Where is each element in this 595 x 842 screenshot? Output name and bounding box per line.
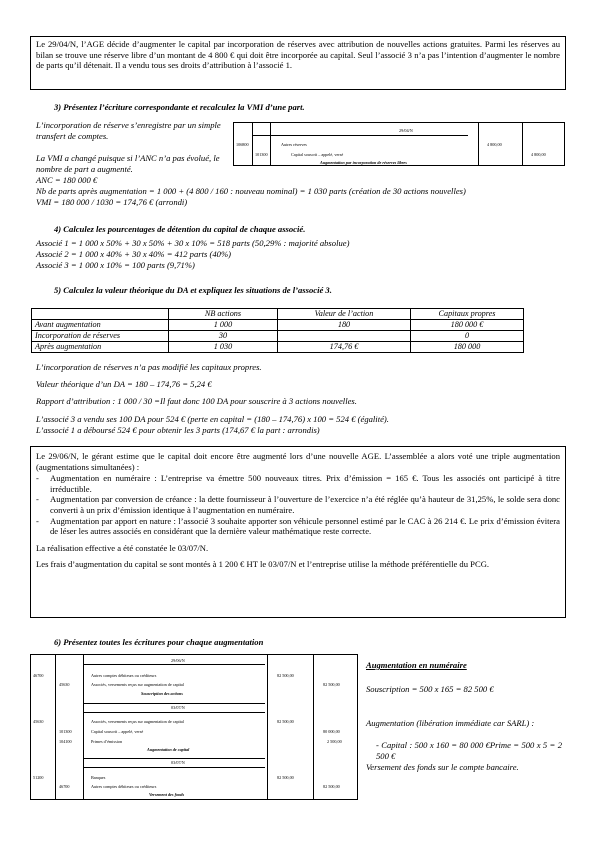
box2-bullet-1: - Augmentation en numéraire : L’entreprise va émettre 500 nouveaux titres. Prix d’émission = 165 €. Tous les associés ont participé à titre irréductible. (36, 473, 560, 494)
box2-b3: Augmentation par apport en nature : l’associé 3 souhaite apporter son véhicule personnel estimé par le CAC à 26 214 €. Le prix d’émission évitera de léser les autres associés en considérant que la dernière valeur mathématique reste correcte. (50, 515, 560, 537)
entry2-debit: 82 500,00 (277, 719, 294, 724)
box2-bullet-3: - Augmentation par apport en nature : l’associé 3 souhaite apporter son véhicule personnel estimé par le CAC à 26 214 €. Le prix d’émission évitera de léser les autres associés en considérant que la dernière valeur mathématique reste correcte. (36, 515, 560, 537)
journal-entry-q3 (233, 122, 565, 166)
q4-line-2: Associé 2 = 1 000 x 40% + 30 x 40% = 412 parts (40%) (36, 249, 231, 259)
table-header: Valeur de l’action (278, 309, 411, 320)
journal-acc-debit: 106800 (236, 142, 249, 147)
journal-acc-credit: 101300 (255, 152, 268, 157)
entry2-line2: Capital souscrit – appelé, versé (91, 729, 144, 734)
box2-b2: Augmentation par conversion de créance : la dette fournisseur à l’ouverture de l’exercice n’a été réglée qu’à hauteur de 31,25%, le solde sera donc converti à un prix d’émission identique à l’augmentation en numéraire. (50, 494, 560, 515)
table-cell: 1 030 (169, 342, 278, 353)
entry2-acc2: 101300 (59, 729, 72, 734)
box2-p2: La réalisation effective a été constatée le 03/07/N. (36, 542, 209, 553)
table-header: Capitaux propres (411, 309, 524, 320)
statement-box (30, 446, 566, 618)
table-cell: 180 000 (411, 342, 524, 353)
entry1-line2: Associés, versements reçus sur augmentation de capital (91, 682, 184, 687)
table-header: NB actions (169, 309, 278, 320)
intro-box (30, 36, 566, 90)
table-row (32, 331, 524, 342)
entry1-acc2: 45630 (59, 682, 70, 687)
entry3-date: 03/07/N (171, 760, 185, 765)
table-cell: 30 (169, 331, 278, 342)
q5-note-2: Valeur théorique d’un DA = 180 – 174,76 = 5,24 € (36, 379, 212, 389)
q5-note-5: L’associé 1 a déboursé 524 € pour obtenir les 3 parts (174,67 € la part : arrondis) (36, 425, 320, 435)
entry2-line3: Primes d’émission (91, 739, 123, 744)
q3-p1: L’incorporation de réserve s’enregistre par un simple transfert de comptes. (36, 120, 221, 141)
entry2-credit1: 80 000,00 (323, 729, 340, 734)
table-header-row (32, 309, 524, 320)
table-cell: Avant augmentation (32, 320, 169, 331)
entry3-label: Versement des fonds (149, 792, 185, 797)
entry3-acc2: 46700 (59, 784, 70, 789)
q3-l1: ANC = 180 000 € (36, 175, 98, 185)
entry3-debit: 82 500,00 (277, 775, 294, 780)
q6-title: 6) Présentez toutes les écritures pour chaque augmentation (54, 637, 264, 647)
entry2-acc3: 104100 (59, 739, 72, 744)
q3-title: 3) Présentez l’écriture correspondante et recalculez la VMI d’une part. (54, 102, 305, 112)
q5-note-1: L’incorporation de réserves n’a pas modifié les capitaux propres. (36, 362, 262, 372)
q3-l3: VMI = 180 000 / 1030 = 174,76 € (arrondi) (36, 197, 188, 207)
journal-q6 (30, 654, 358, 800)
entry3-line1: Banques (91, 775, 106, 780)
entry2-line1: Associés, versements reçus sur augmentation de capital (91, 719, 184, 724)
entry3-acc1: 51200 (33, 775, 44, 780)
entry2-date: 03/07/N (171, 705, 185, 710)
box2-p1: Le 29/06/N, le gérant estime que le capital doit encore être augmenté lors d’une nouvelle AGE. L’assemblée a alors voté une triple augmentation (augmentations simultanées) : (36, 451, 560, 472)
table-row (32, 342, 524, 353)
entry1-credit: 82 500,00 (323, 682, 340, 687)
entry1-date: 29/06/N (171, 658, 185, 663)
box2-bullet-2: - Augmentation par conversion de créance : la dette fournisseur à l’ouverture de l’exercice n’a été réglée qu’à hauteur de 31,25%, le solde sera donc converti à un prix d’émission identique à l’augmentation en numéraire. (36, 494, 560, 515)
table-cell: 180 000 € (411, 320, 524, 331)
table-cell: 180 (278, 320, 411, 331)
entry1-line1: Autres comptes débiteurs ou créditeurs (91, 673, 157, 678)
table-cell: 1 000 (169, 320, 278, 331)
journal-line2: Capital souscrit – appelé, versé (291, 152, 344, 157)
table-row (32, 320, 524, 331)
table-cell (278, 331, 411, 342)
journal-line1: Autres réserves (281, 142, 307, 147)
q6-side-l1: Souscription = 500 x 165 = 82 500 € (366, 684, 494, 694)
entry1-debit: 82 500,00 (277, 673, 294, 678)
q3-p2: La VMI a changé puisque si l’ANC n’a pas évolué, le nombre de part a augmenté. (36, 153, 220, 174)
table-cell: 174,76 € (278, 342, 411, 353)
journal-label: Augmentation par incorporation de réserves libres (320, 160, 407, 165)
table-cell: Incorporation de réserves (32, 331, 169, 342)
entry2-credit2: 2 500,00 (327, 739, 342, 744)
entry3-credit: 82 500,00 (323, 784, 340, 789)
q6-side-l2: Augmentation (libération immédiate car SARL) : (366, 718, 535, 728)
q5-title: 5) Calculez la valeur théorique du DA et expliquez les situations de l’associé 3. (54, 285, 332, 295)
q5-note-4: L’associé 3 a vendu ses 100 DA pour 524 € (perte en capital = (180 – 174,76) x 100 = 524 € (égalité). (36, 414, 389, 424)
q6-side-title: Augmentation en numéraire (366, 660, 467, 670)
q5-table (31, 308, 524, 353)
entry1-label: Souscription des actions (141, 691, 183, 696)
q3-l2: Nb de parts après augmentation = 1 000 + (4 800 / 160 : nouveau nominal) = 1 030 parts (création de 30 actions nouvelles) (36, 186, 466, 196)
intro-text: Le 29/04/N, l’AGE décide d’augmenter le capital par incorporation de réserves avec attribution de nouvelles actions gratuites. Parmi les réserves au bilan se trouve une réserve libre d’un montant de 4 800 € qui doit être incorporée au capital. Seul l’associé 3 n’a pas l’intention d’augmenter le nombre de parts qu’il détenait. Il a vendu tous ses droits d’attribution à l’associé 1. (36, 39, 560, 71)
journal-credit: 4 800,00 (531, 152, 546, 157)
table-cell: Après augmentation (32, 342, 169, 353)
journal-date: 29/04/N (399, 128, 413, 133)
q5-note-3: Rapport d’attribution : 1 000 / 30 =Il faut donc 100 DA pour souscrire à 3 actions nouvelles. (36, 396, 357, 406)
q4-line-1: Associé 1 = 1 000 x 50% + 30 x 50% + 30 x 10% = 518 parts (50,29% : majorité absolue) (36, 238, 350, 248)
entry2-label: Augmentation de capital (147, 747, 190, 752)
q4-title: 4) Calculez les pourcentages de détention du capital de chaque associé. (54, 224, 306, 234)
q6-side-l4: Versement des fonds sur le compte bancaire. (366, 762, 519, 772)
table-header (32, 309, 169, 320)
journal-debit: 4 800,00 (487, 142, 502, 147)
entry3-line2: Autres comptes débiteurs ou créditeurs (91, 784, 157, 789)
entry2-acc1: 45630 (33, 719, 44, 724)
box2-p3: Les frais d’augmentation du capital se sont montés à 1 200 € HT le 03/07/N et l’entreprise utilise la méthode préférentielle du PCG. (36, 559, 490, 570)
table-cell: 0 (411, 331, 524, 342)
entry1-acc1: 46700 (33, 673, 44, 678)
box2-b1: Augmentation en numéraire : L’entreprise va émettre 500 nouveaux titres. Prix d’émission = 165 €. Tous les associés ont participé à titre irréductible. (50, 473, 560, 494)
q6-side-l3: - Capital : 500 x 160 = 80 000 €Prime = 500 x 5 = 2 500 € (376, 740, 562, 761)
q4-line-3: Associé 3 = 1 000 x 10% = 100 parts (9,71%) (36, 260, 195, 270)
